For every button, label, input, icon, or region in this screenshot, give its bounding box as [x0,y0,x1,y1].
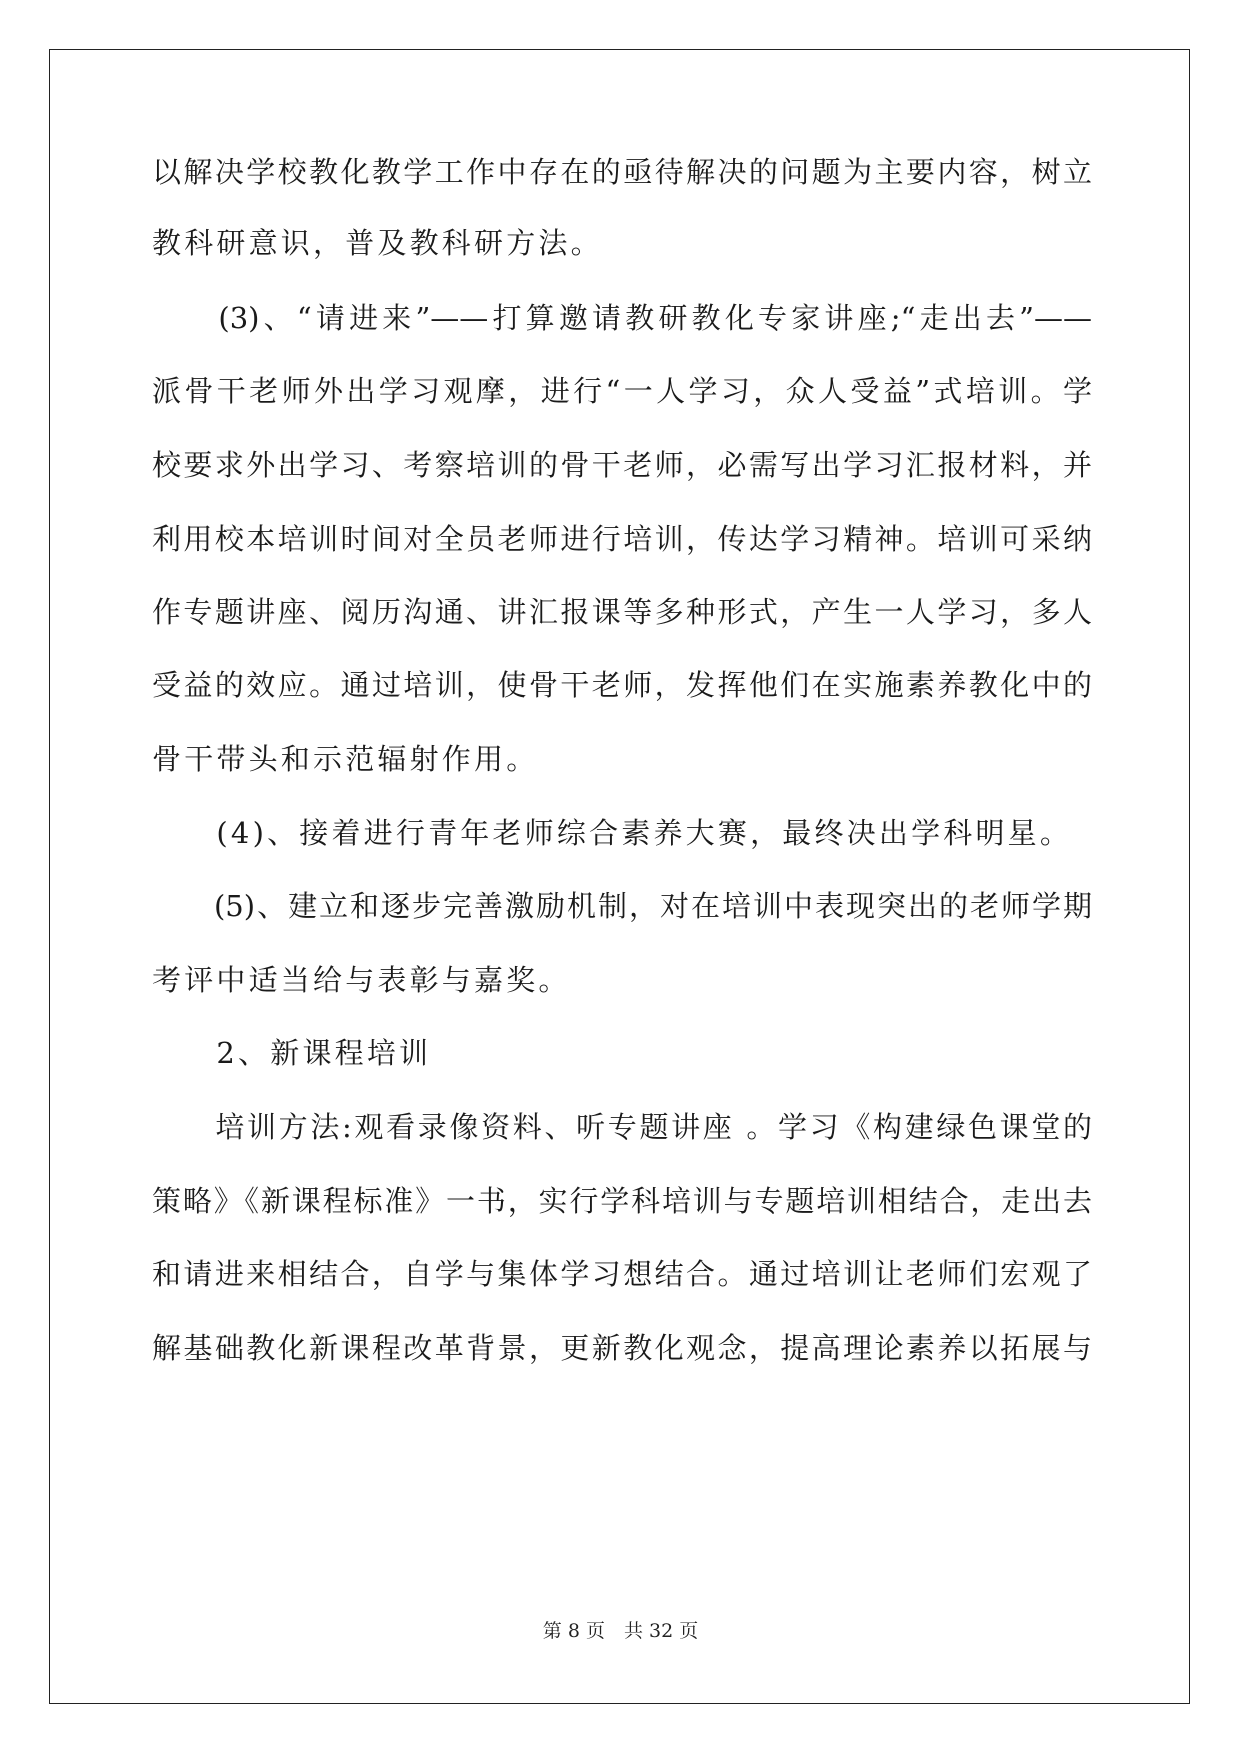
text-line: 派骨干老师外出学习观摩，进行“一人学习，众人受益”式培训。学 [152,374,1092,408]
text-line: 教科研意识，普及教科研方法。 [152,226,603,260]
text-line: 和请进来相结合，自学与集体学习想结合。通过培训让老师们宏观了 [152,1257,1092,1291]
section-heading: 2、新课程培训 [152,1036,432,1070]
page-border [49,49,1190,1704]
text-line: 利用校本培训时间对全员老师进行培训，传达学习精神。培训可采纳 [152,522,1092,556]
text-line: 解基础教化新课程改革背景，更新教化观念，提高理论素养以拓展与 [152,1331,1092,1365]
text-line: (3)、“请进来”——打算邀请教研教化专家讲座;“走出去”—— [152,301,1092,335]
text-line: 作专题讲座、阅历沟通、讲汇报课等多种形式，产生一人学习，多人 [152,595,1092,629]
page-label: 第 8 页 共 32 页 [542,1620,699,1642]
text-line: 校要求外出学习、考察培训的骨干老师，必需写出学习汇报材料，并 [152,448,1092,482]
text-line: 考评中适当给与表彰与嘉奖。 [152,963,571,997]
text-line: 骨干带头和示范辐射作用。 [152,742,539,776]
text-line: 培训方法:观看录像资料、听专题讲座 。学习《构建绿色课堂的 [152,1110,1092,1144]
text-line: 策略》《新课程标准》一书，实行学科培训与专题培训相结合，走出去 [152,1184,1092,1218]
text-line: (5)、建立和逐步完善激励机制，对在培训中表现突出的老师学期 [152,889,1092,923]
text-line: (4)、接着进行青年老师综合素养大赛，最终决出学科明星。 [152,816,1073,850]
text-line: 以解决学校教化教学工作中存在的亟待解决的问题为主要内容，树立 [152,155,1092,189]
page-number-footer [0,1619,1241,1643]
text-line: 受益的效应。通过培训，使骨干老师，发挥他们在实施素养教化中的 [152,668,1092,702]
